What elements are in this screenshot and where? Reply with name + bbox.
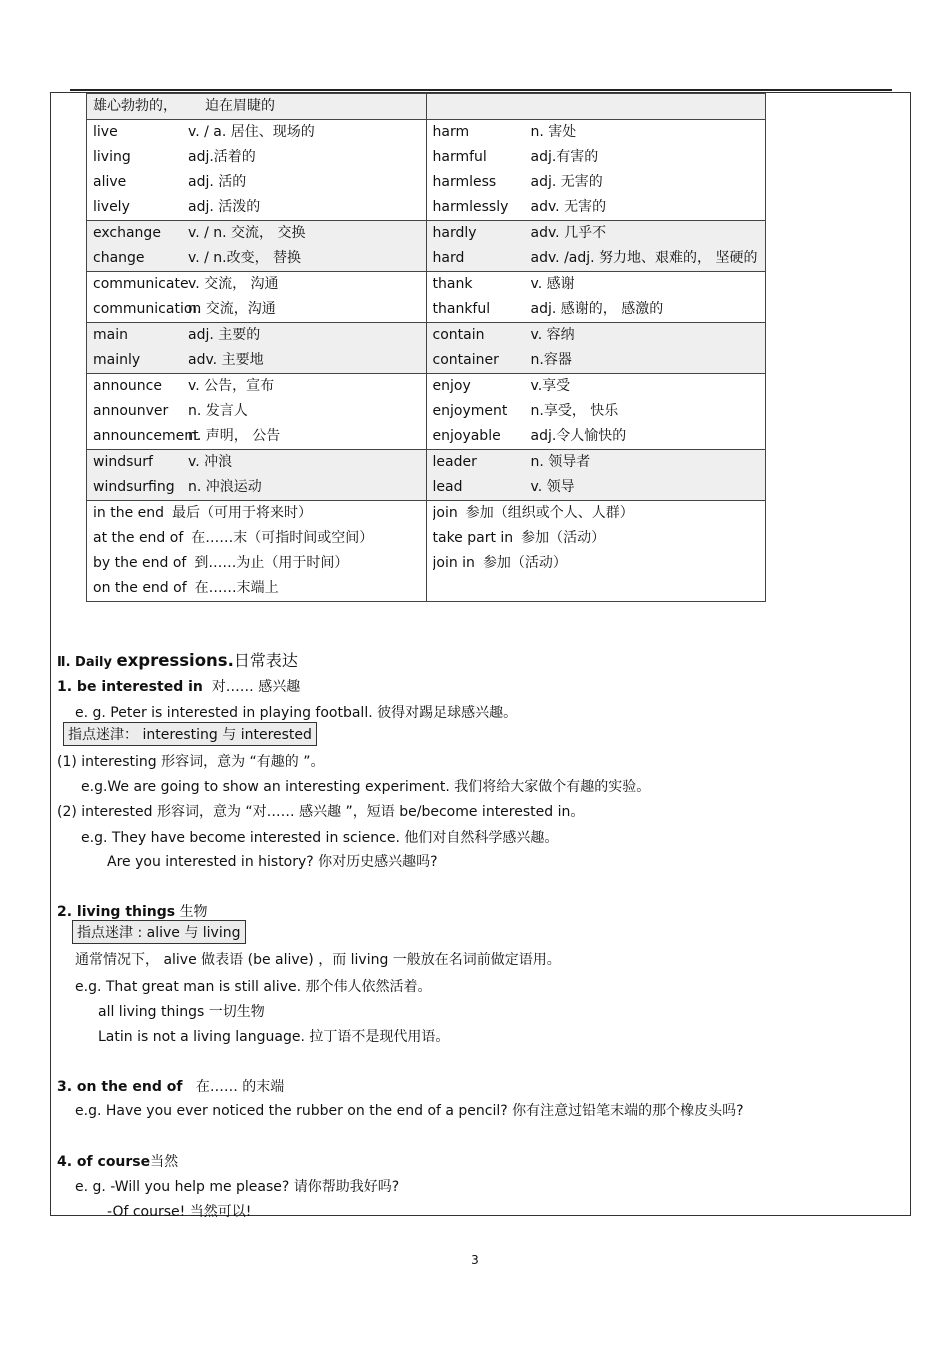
vocab-entry xyxy=(93,450,420,475)
vocab-gloss: 最后（可用于将来时） xyxy=(172,505,313,521)
item-2-example-1: e.g. That great man is still alive. 那个伟人依然活着。 xyxy=(75,979,432,995)
item-1-point-2: (2) interested 形容词，意为 “对…… 感兴趣 ”，短语 be/become interested in。 xyxy=(57,804,585,820)
vocab-entry xyxy=(93,348,420,373)
vocab-word: in the end xyxy=(93,505,165,521)
vocab-gloss: 参加（活动） xyxy=(482,555,567,571)
vocab-entry xyxy=(433,501,760,526)
vocab-gloss: v. 交流， 沟通 xyxy=(188,276,279,292)
top-rule xyxy=(70,89,892,91)
vocab-entry xyxy=(433,246,760,271)
vocab-gloss: adj. 无害的 xyxy=(530,174,603,190)
vocab-entry xyxy=(93,170,420,195)
item-4-example-2: -Of course! 当然可以! xyxy=(107,1204,252,1220)
vocab-gloss: adv. 主要地 xyxy=(188,352,264,368)
vocab-gloss: 在……末（可指时间或空间） xyxy=(191,530,374,546)
vocab-entry xyxy=(93,120,420,145)
vocab-word: lively xyxy=(93,199,130,215)
vocab-entry xyxy=(433,424,760,449)
vocab-entry xyxy=(93,551,420,576)
vocab-entry xyxy=(433,323,760,348)
vocab-entry xyxy=(93,399,420,424)
vocab-cell-right xyxy=(426,450,766,501)
vocab-entry xyxy=(93,475,420,500)
vocab-cell-left xyxy=(87,272,427,323)
vocab-cell-left xyxy=(87,323,427,374)
vocab-gloss: v. 容纳 xyxy=(530,327,575,343)
vocab-word: harmless xyxy=(432,174,497,190)
vocab-word: container xyxy=(432,352,499,368)
vocab-word: windsurfing xyxy=(93,479,175,495)
item-1-heading: 1. be interested in 对…… 感兴趣 xyxy=(57,679,301,695)
vocab-cell-right xyxy=(426,374,766,450)
vocab-gloss: v. 冲浪 xyxy=(188,454,233,470)
vocab-word: on the end of xyxy=(93,580,187,596)
vocab-word: harm xyxy=(432,124,470,140)
vocab-entry xyxy=(93,576,420,601)
vocab-word: lead xyxy=(432,479,463,495)
vocab-entry xyxy=(93,94,420,119)
vocab-word: enjoyment xyxy=(432,403,508,419)
vocab-gloss: 到……为止（用于时间） xyxy=(194,555,349,571)
vocab-entry xyxy=(433,145,760,170)
vocab-word: enjoyable xyxy=(432,428,501,444)
vocab-entry xyxy=(93,323,420,348)
vocab-word: living xyxy=(93,149,131,165)
vocab-word: communicate xyxy=(93,276,189,292)
vocab-gloss: n. 声明， 公告 xyxy=(188,428,281,444)
vocab-gloss: adv. 无害的 xyxy=(530,199,607,215)
vocab-word: thankful xyxy=(432,301,491,317)
vocab-word: announver xyxy=(93,403,169,419)
vocab-cell-left xyxy=(87,450,427,501)
vocab-cell-right xyxy=(426,94,766,120)
section-title: Ⅱ. Daily expressions.日常表达 xyxy=(57,651,298,670)
vocab-word: alive xyxy=(93,174,127,190)
vocab-gloss: n. 冲浪运动 xyxy=(188,479,262,495)
item-4-example-1: e. g. -Will you help me please? 请你帮助我好吗? xyxy=(75,1179,400,1195)
item-2-heading: 2. living things 生物 xyxy=(57,904,208,920)
vocab-gloss: n. 害处 xyxy=(530,124,577,140)
vocab-gloss: 参加（活动） xyxy=(521,530,606,546)
vocab-row xyxy=(87,272,766,323)
vocab-word: live xyxy=(93,124,118,140)
vocab-row xyxy=(87,120,766,221)
item-2-tip-box: 指点迷津 : alive 与 living xyxy=(72,920,246,944)
page-number: 3 xyxy=(471,1253,479,1267)
vocab-word: main xyxy=(93,327,128,343)
vocab-gloss: adv. 几乎不 xyxy=(530,225,607,241)
item-1-example: e. g. Peter is interested in playing football. 彼得对踢足球感兴趣。 xyxy=(75,705,518,721)
vocab-cell-right xyxy=(426,272,766,323)
item-1-point-1-example: e.g.We are going to show an interesting experiment. 我们将给大家做个有趣的实验。 xyxy=(81,779,651,795)
item-4-heading: 4. of course当然 xyxy=(57,1154,179,1170)
vocab-gloss: n. 发言人 xyxy=(188,403,248,419)
vocab-row xyxy=(87,221,766,272)
vocab-entry xyxy=(433,170,760,195)
vocab-entry xyxy=(433,221,760,246)
vocab-gloss: v. 公告，宣布 xyxy=(188,378,275,394)
vocab-entry xyxy=(433,272,760,297)
vocab-cell-left xyxy=(87,221,427,272)
vocabulary-table xyxy=(86,93,766,602)
item-3-heading: 3. on the end of 在…… 的末端 xyxy=(57,1079,285,1095)
vocab-word: communication xyxy=(93,301,202,317)
vocab-word: contain xyxy=(432,327,485,343)
vocab-cell-left xyxy=(87,374,427,450)
vocab-word: windsurf xyxy=(93,454,153,470)
item-2-example-3: Latin is not a living language. 拉丁语不是现代用语。 xyxy=(98,1029,450,1045)
vocab-word: leader xyxy=(432,454,477,470)
vocab-row xyxy=(87,501,766,602)
vocab-entry xyxy=(433,348,760,373)
vocab-entry xyxy=(93,195,420,220)
vocab-word: announcement xyxy=(93,428,199,444)
vocab-word: exchange xyxy=(93,225,161,241)
vocab-row xyxy=(87,450,766,501)
item-1-point-2-example-1: e.g. They have become interested in science. 他们对自然科学感兴趣。 xyxy=(81,830,559,846)
vocab-entry xyxy=(433,450,760,475)
vocab-cell-right xyxy=(426,120,766,221)
vocab-gloss: 在……末端上 xyxy=(194,580,279,596)
vocab-gloss: v. / n. 交流， 交换 xyxy=(188,225,306,241)
vocab-row xyxy=(87,94,766,120)
vocab-cell-left xyxy=(87,501,427,602)
vocab-entry xyxy=(433,374,760,399)
item-2-note: 通常情况下， alive 做表语 (be alive) ，而 living 一般放在名词前做定语用。 xyxy=(75,952,561,968)
vocab-entry xyxy=(433,551,760,576)
vocab-word: mainly xyxy=(93,352,141,368)
item-1-tip-box: 指点迷津： interesting 与 interested xyxy=(63,722,317,746)
vocab-gloss: adj. 活的 xyxy=(188,174,247,190)
vocab-entry xyxy=(433,297,760,322)
vocab-gloss: adv. /adj. 努力地、艰难的， 坚硬的 xyxy=(530,250,758,266)
vocab-entry xyxy=(433,195,760,220)
vocab-gloss: v. / n.改变， 替换 xyxy=(188,250,302,266)
vocab-gloss: adj.有害的 xyxy=(530,149,599,165)
vocab-row xyxy=(87,374,766,450)
vocab-gloss: v.享受 xyxy=(530,378,571,394)
vocab-row xyxy=(87,323,766,374)
vocab-entry xyxy=(93,272,420,297)
item-2-example-2: all living things 一切生物 xyxy=(98,1004,265,1020)
vocab-gloss: 参加（组织或个人、人群） xyxy=(465,505,634,521)
vocab-entry xyxy=(93,246,420,271)
vocab-gloss: adj.活着的 xyxy=(188,149,256,165)
vocab-gloss: adj. 活泼的 xyxy=(188,199,261,215)
vocab-gloss: adj.令人愉快的 xyxy=(530,428,627,444)
vocab-entry xyxy=(433,526,760,551)
vocab-gloss: 迫在眉睫的 xyxy=(205,98,275,114)
vocab-gloss: adj. 主要的 xyxy=(188,327,261,343)
vocab-word: join xyxy=(432,505,458,521)
vocab-gloss: v. / a. 居住、现场的 xyxy=(188,124,315,140)
vocab-word: join in xyxy=(432,555,475,571)
vocab-gloss: n. 领导者 xyxy=(530,454,591,470)
vocab-word: hardly xyxy=(432,225,477,241)
vocab-cell-left xyxy=(87,120,427,221)
vocab-entry xyxy=(93,424,420,449)
vocab-word: announce xyxy=(93,378,162,394)
vocab-word: harmlessly xyxy=(432,199,509,215)
vocab-word: harmful xyxy=(432,149,487,165)
vocab-entry xyxy=(93,374,420,399)
item-1-point-2-example-2: Are you interested in history? 你对历史感兴趣吗? xyxy=(107,854,438,870)
vocab-entry xyxy=(93,145,420,170)
vocab-entry xyxy=(433,120,760,145)
vocab-word: thank xyxy=(432,276,473,292)
vocab-word: change xyxy=(93,250,145,266)
vocab-word: at the end of xyxy=(93,530,184,546)
vocab-word: take part in xyxy=(432,530,514,546)
vocab-word: hard xyxy=(432,250,465,266)
vocab-cell-right xyxy=(426,221,766,272)
vocab-cell-right xyxy=(426,323,766,374)
vocab-entry xyxy=(93,526,420,551)
item-1-point-1: (1) interesting 形容词，意为 “有趣的 ”。 xyxy=(57,754,325,770)
vocab-entry xyxy=(93,221,420,246)
vocab-cell-right xyxy=(426,501,766,602)
vocab-entry xyxy=(93,501,420,526)
vocab-entry xyxy=(93,297,420,322)
vocab-word: 雄心勃勃的， xyxy=(93,98,177,114)
vocab-gloss: v. 领导 xyxy=(530,479,575,495)
vocab-gloss: n. 交流，沟通 xyxy=(188,301,276,317)
vocab-gloss: adj. 感谢的， 感激的 xyxy=(530,301,664,317)
vocab-gloss: v. 感谢 xyxy=(530,276,575,292)
vocab-word: enjoy xyxy=(432,378,471,394)
item-3-example: e.g. Have you ever noticed the rubber on the end of a pencil? 你有注意过铅笔末端的那个橡皮头吗? xyxy=(75,1103,744,1119)
vocab-gloss: n.享受， 快乐 xyxy=(530,403,619,419)
vocab-entry xyxy=(433,399,760,424)
vocab-cell-left xyxy=(87,94,427,120)
vocab-entry xyxy=(433,475,760,500)
vocab-gloss: n.容器 xyxy=(530,352,572,368)
vocab-word: by the end of xyxy=(93,555,187,571)
